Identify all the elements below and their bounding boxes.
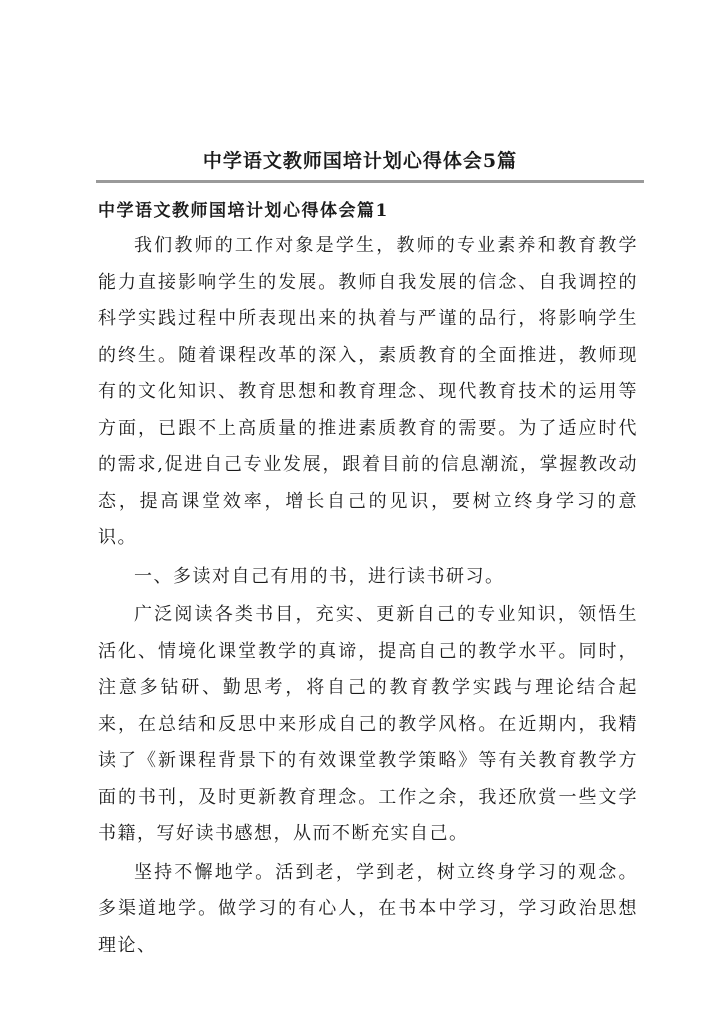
title-divider [96,180,644,183]
document-body [98,228,638,966]
page-title: 中学语文教师国培计划心得体会5篇 [202,150,518,172]
paragraph: 广泛阅读各类书目，充实、更新自己的专业知识，领悟生活化、情境化课堂教学的真谛，提高自己的教学水平。同时，注意多钻研、勤思考，将自己的教育教学实践与理论结合起来，在总结和反思中来形成自己的教学风格。在近期内，我精读了《新课程背景下的有效课堂教学策略》等有关教育教学方面的书刊，及时更新教育理念。工作之余，我还欣赏一些文学书籍，写好读书感想，从而不断充实自己。 [98,604,638,844]
paragraph: 一、多读对自己有用的书，进行读书研习。 [134,565,505,587]
paragraph: 坚持不懈地学。活到老，学到老，树立终身学习的观念。多渠道地学。做学习的有心人，在书本中学习，学习政治思想理论、 [98,861,638,956]
section-heading: 中学语文教师国培计划心得体会篇1 [98,201,389,221]
paragraph: 我们教师的工作对象是学生，教师的专业素养和教育教学能力直接影响学生的发展。教师自我发展的信念、自我调控的科学实践过程中所表现出来的执着与严谨的品行，将影响学生的终生。随着课程改革的深入，素质教育的全面推进，教师现有的文化知识、教育思想和教育理念、现代教育技术的运用等方面，已跟不上高质量的推进素质教育的需要。为了适应时代的需求,促进自己专业发展，跟着目前的信息潮流，掌握教改动态，提高课堂效率，增长自己的见识，要树立终身学习的意识。 [98,235,638,548]
